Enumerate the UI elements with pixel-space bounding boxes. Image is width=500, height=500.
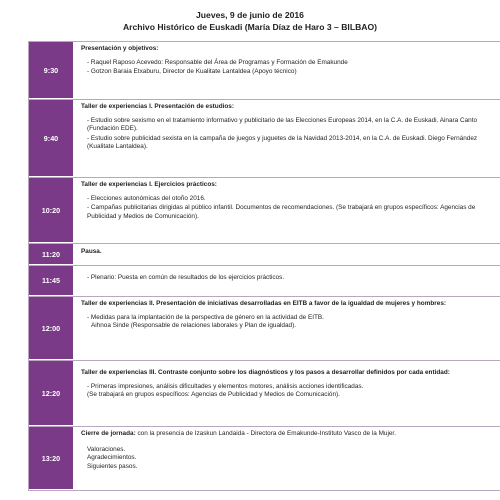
schedule-row	[29, 42, 500, 100]
list-item: - Elecciones autonómicas del otoño 2016.	[87, 195, 206, 203]
row-content	[81, 103, 498, 175]
row-title: Taller de experiencias II. Presentación de iniciativas desarrolladas en EITB a favor de la igualdad de mujeres y hombres:	[81, 300, 446, 307]
list-item: - Raquel Raposo Acevedo: Responsable del Área de Programas y Formación de Emakunde	[87, 59, 348, 67]
time-cell: 11:20	[29, 244, 73, 265]
row-content	[81, 430, 498, 488]
row-content	[81, 45, 498, 97]
time-cell: 11:45	[29, 266, 73, 296]
row-content	[81, 248, 498, 263]
list-item: - Plenario: Puesta en común de resultados de los ejercicios prácticos.	[87, 274, 285, 281]
schedule-row	[29, 244, 500, 266]
schedule-row	[29, 266, 500, 297]
list-item: - Gotzon Baraia Etxaburu, Director de Kualitate Lantaldea (Apoyo técnico)	[87, 68, 297, 76]
row-title: Pausa.	[81, 248, 102, 255]
schedule-row	[29, 297, 500, 361]
time-cell: 10:20	[29, 178, 73, 243]
row-title: Taller de experiencias I. Presentación de estudios:	[81, 103, 234, 110]
schedule-row	[29, 361, 500, 427]
row-title-line	[81, 430, 498, 438]
row-title-rest: con la presencia de Izaskun Landaida - Directora de Emakunde-Instituto Vasco de la Mujer.	[137, 430, 396, 437]
list-item: (Se trabajará en grupos específicos: Agencias de Publicidad y Medios de Comunicación).	[87, 391, 340, 399]
row-content	[81, 274, 498, 294]
list-item: - Primeras impresiones, análisis dificultades y elementos motores, análisis acciones identificadas.	[87, 383, 364, 391]
list-item: Agradecimientos.	[87, 454, 137, 462]
time-cell: 13:20	[29, 427, 73, 490]
agenda-date: Jueves, 9 de junio de 2016	[196, 10, 304, 20]
list-item: - Estudio sobre publicidad sexista en la campaña de juegos y juguetes de la Navidad 2013-2014, en la C.A. de Euskadi. Diego Fernández (Kualitate Lantaldea).	[87, 134, 478, 150]
schedule-row	[29, 427, 500, 490]
list-item: - Medidas para la implantación de la perspectiva de género en la actividad de EITB.	[87, 314, 324, 322]
row-content	[81, 181, 498, 241]
row-title: Taller de experiencias I. Ejercicios prácticos:	[81, 181, 217, 188]
list-item: - Estudio sobre sexismo en el tratamiento informativo y publicitario de las Elecciones Europeas 2014, en la C.A. de Euskadi. Ainara Canto (Fundación EDE).	[87, 117, 478, 133]
list-item: Aihnoa Sinde (Responsable de relaciones laborales y Plan de igualdad).	[91, 322, 296, 330]
schedule-row	[29, 178, 500, 244]
list-item: Siguientes pasos.	[87, 462, 138, 470]
time-cell: 12:00	[29, 297, 73, 360]
row-title: Cierre de jornada:	[81, 430, 136, 437]
row-title: Presentación y objetivos:	[81, 45, 159, 52]
row-title: Taller de experiencias III. Contraste conjunto sobre los diagnósticos y los pasos a desarrollar definidos por cada entidad:	[81, 369, 450, 376]
agenda-header	[0, 10, 500, 33]
time-cell: 9:30	[29, 42, 73, 99]
time-cell: 9:40	[29, 100, 73, 177]
row-content	[81, 369, 498, 424]
agenda-place: Archivo Histórico de Euskadi (María Díaz de Haro 3 – BILBAO)	[122, 21, 378, 32]
list-item: - Campañas publicitarias dirigidas al público infantil. Documentos de recomendaciones. (Se trabajará en grupos específicos: Agencias de Publicidad y Medios de Comunicación).	[87, 204, 476, 220]
schedule-row	[29, 100, 500, 178]
time-cell: 12:20	[29, 361, 73, 426]
schedule-table	[28, 41, 500, 491]
list-item: Valoraciones.	[87, 446, 126, 454]
row-content	[81, 300, 498, 358]
